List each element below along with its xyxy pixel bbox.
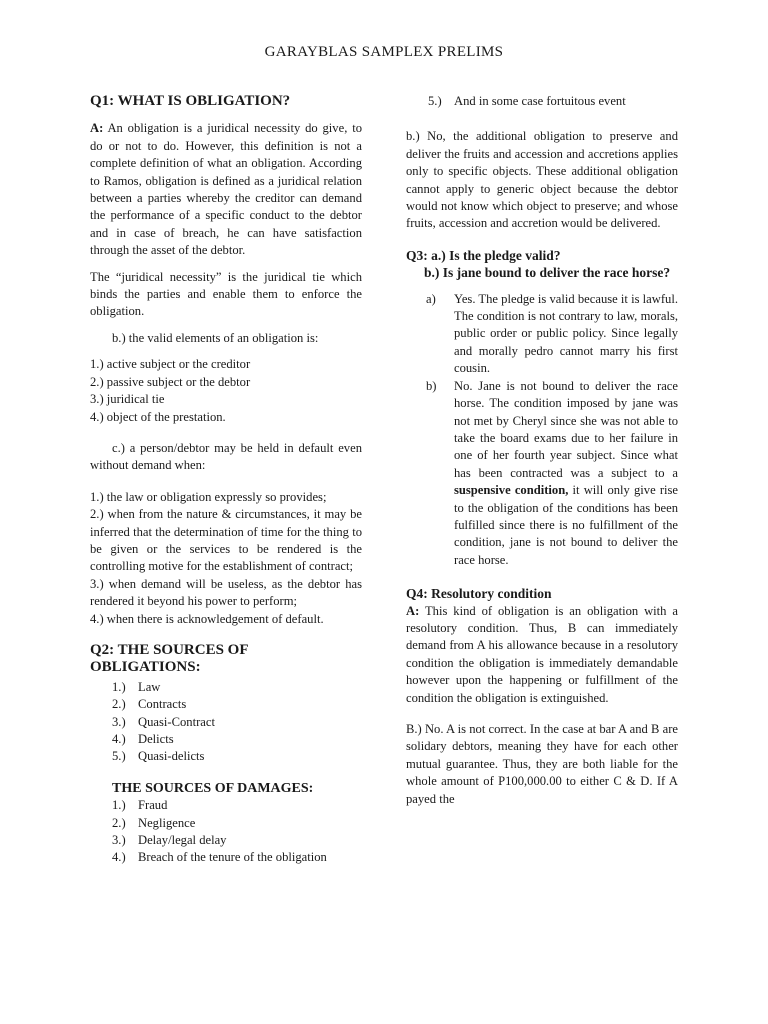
list-item: 3.) juridical tie: [90, 392, 165, 407]
q1-answer-label: A:: [90, 121, 104, 136]
q1-default-list: [90, 489, 362, 628]
q3-answers: [406, 291, 678, 570]
q1-heading: Q1: WHAT IS OBLIGATION?: [90, 93, 291, 109]
list-item: 4.) when there is acknowledgement of default.: [90, 611, 324, 626]
q1-juridical-necessity: The “juridical necessity” is the juridical tie which binds the parties and enable them to enforce the obligation.: [90, 269, 362, 319]
list-item: 3.) when demand will be useless, as the debtor has rendered it beyond his power to perform;: [90, 576, 362, 609]
list-item: 2.) when from the nature & circumstances, it may be inferred that the determination of time for the thing to be given or the services to be rendered is the controlling motive for the establishment of contract;: [90, 507, 362, 574]
list-item: 2.) passive subject or the debtor: [90, 374, 251, 389]
q1-default-intro: c.) a person/debtor may be held in default even without demand when:: [90, 440, 362, 473]
list-item: b) No. Jane is not bound to deliver the race horse. The condition imposed by jane was not met by Cheryl since she was not able to take the board exams due to her failure in one of her fourth year subject. Since what has been contracted was a subject to a suspensive condition, it will only give rise to the obligation of the conditions has been fulfilled since there is no fulfillment of the condition, jane is not bound to deliver the race horse.: [426, 378, 679, 567]
damages-sources-list: [90, 797, 362, 867]
list-item: a) Yes. The pledge is valid because it is lawful. The condition is not contrary to law, morals, public order or public policy. Since legally and morally pedro cannot marry his first cousin.: [426, 291, 678, 376]
list-item: 4.) Breach of the tenure of the obligation: [112, 850, 327, 865]
list-item: 2.) Negligence: [112, 815, 196, 830]
q2-b-answer: b.) No, the additional obligation to preserve and deliver the fruits and accession and accretions applies only to specific objects. These additional obligation cannot apply to generic object because the debtor would not know which object to preserve; and whose fruits, accession and accretion would be delivered.: [406, 129, 678, 231]
q4-answer-label: A:: [406, 603, 420, 618]
page-title: GARAYBLAS SAMPLEX PRELIMS: [264, 44, 504, 60]
q3-heading-a: Q3: a.) Is the pledge valid?: [406, 247, 561, 263]
q4-heading: Q4: Resolutory condition: [406, 586, 552, 602]
q3-heading-b: b.) Is jane bound to deliver the race horse?: [424, 265, 671, 281]
list-item: 5.) And in some case fortuitous event: [428, 94, 626, 108]
list-item: 4.) object of the prestation.: [90, 409, 226, 424]
obligation-sources-list: [90, 679, 362, 766]
list-item: 3.) Delay/legal delay: [112, 833, 227, 848]
list-item: 1.) active subject or the creditor: [90, 357, 251, 372]
list-item: 1.) Law: [112, 679, 161, 694]
list-item: 5.) Quasi-delicts: [112, 749, 205, 764]
list-item: 2.) Contracts: [112, 697, 187, 712]
q1-answer: [90, 120, 362, 259]
left-column: [90, 90, 362, 867]
q2-heading: Q2: THE SOURCES OF OBLIGATIONS:: [90, 641, 248, 676]
q1-elements-list: [90, 356, 362, 426]
list-item: 1.) Fraud: [112, 798, 168, 813]
list-item: 3.) Quasi-Contract: [112, 714, 215, 729]
right-column: [406, 90, 678, 808]
list-item: 4.) Delicts: [112, 732, 174, 746]
list-item: 1.) the law or obligation expressly so provides;: [90, 489, 327, 504]
damages-heading: THE SOURCES OF DAMAGES:: [112, 780, 314, 796]
damages-sources-list-continued: [406, 93, 678, 110]
q4-answer-text: This kind of obligation is an obligation with a resolutory condition. Thus, B can immediately demand from A his allowance because in a resolutory condition the obligation is immediately demandable however upon the happening or fulfillment of the condition the obligation is extinguished.: [406, 603, 678, 705]
q4-b-answer: B.) No. A is not correct. In the case at bar A and B are solidary debtors, meaning they have for each other mutual guarantee. Thus, they are both liable for the whole amount of P100,000.00 to either C & D. If A payed the: [406, 722, 678, 806]
q4-answer: [406, 603, 678, 707]
q1-answer-text: An obligation is a juridical necessity do give, to do or not to do. However, this definition is not a complete definition of what an obligation. According to Ramos, obligation is defined as a juridical relation between a parties whereby the creditor can demand the performance of a specific conduct to the debtor and in case of breach, he can have satisfaction through the asset of the debtor.: [90, 121, 362, 258]
q1-elements-intro: b.) the valid elements of an obligation is:: [112, 330, 319, 345]
